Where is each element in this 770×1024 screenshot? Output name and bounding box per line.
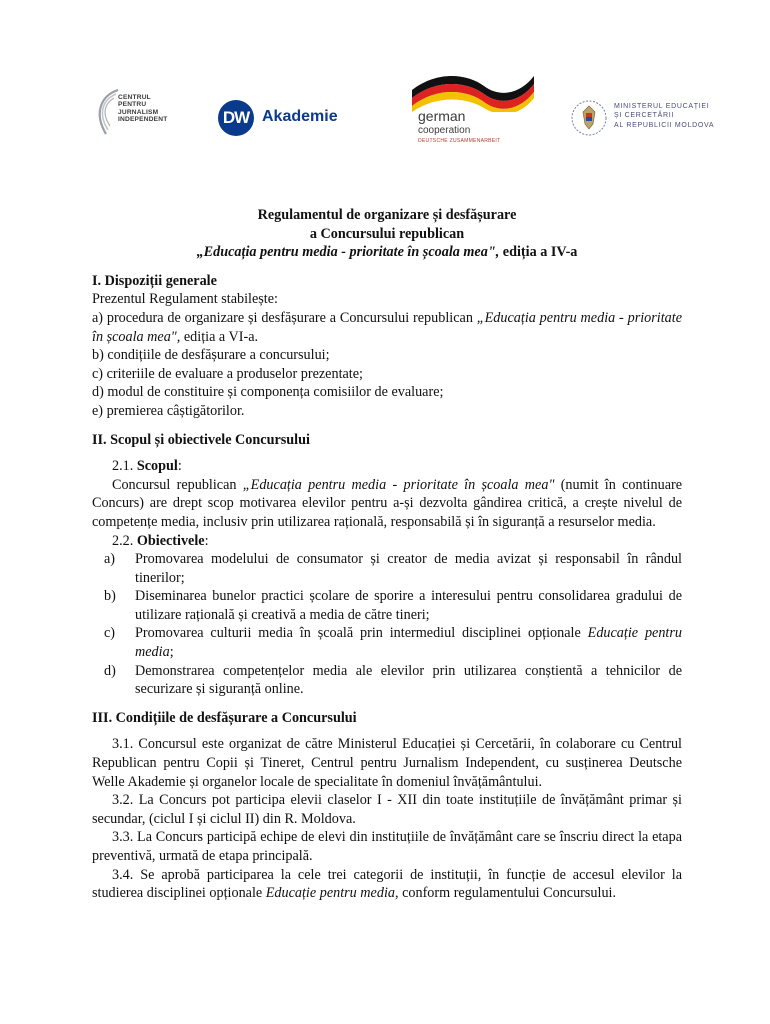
subsection-2-2-heading: 2.2. Obiectivele: [112,532,209,549]
paragraph-3-3: 3.3. La Concurs participă echipe de elevi din instituțiile de învățământ care se înscriu direct la etapa preventivă, urmată de etapa principală. [92,829,682,864]
section-1-item-a: a) procedura de organizare și desfășurare a Concursului republican „Educația pentru media - prioritate în școala mea", ediția a VI-a. [92,309,682,345]
objective-a: a) Promovarea modelului de consumator și creator de media avizat și responsabil în rândul tinerilor; [104,551,682,586]
objective-b: b) Diseminarea bunelor practici școlare de sporire a interesului pentru consolidarea gradului de utilizare rațională și creativă a media de către tineri; [104,588,682,623]
section-1-intro: Prezentul Regulament stabilește: [92,291,278,308]
ministry-logo [570,98,730,142]
gc-text-deutsche: DEUTSCHE ZUSAMMENARBEIT [418,138,501,144]
scope-paragraph: Concursul republican „Educația pentru media - prioritate în școala mea" (numit în continuare Concurs) are drept scop motivarea elevilor pentru a-și dezvolta gândirea critică, a crește nivelul de competențe media, inclusiv prin utilizarea rațională, responsabilă și în siguranță a resurselor media. [92,476,683,530]
paragraph-3-1: 3.1. Concursul este organizat de către Ministerul Educației și Cercetării, în colaborare cu Centrul Republican pentru Copii și Tineret, Centrul pentru Jurnalism Independent, cu susținerea Deutsche Welle Akademie și organelor locale de specialitate în domeniul învățământului. [92,736,682,790]
moldova-coat-of-arms-icon [570,98,608,138]
cji-logo [92,86,182,146]
german-cooperation-logo [408,72,538,156]
document-title: Regulamentul de organizare și desfășurare a Concursului republican „Educația pentru media - prioritate în școala mea", ediția a IV-a [196,207,578,261]
objective-d: d) Demonstrarea competențelor media ale elevilor prin utilizarea conștientă a tehnicilor de securizare și siguranță online. [104,662,682,698]
section-1-item-e: e) premierea câștigătorilor. [92,402,245,419]
section-1-item-b: b) condițiile de desfășurare a concursului; [92,347,330,364]
section-2-heading: II. Scopul și obiectivele Concursului [92,431,310,448]
dw-mark: DW [218,100,254,136]
logo-bar [0,60,770,160]
section-1-heading: I. Dispoziții generale [92,272,217,289]
gc-text-german: german [418,108,466,124]
dw-akademie-text: Akademie [262,108,338,125]
objectives-list [92,550,682,699]
section-1-item-d: d) modul de constituire și componența comisiilor de evaluare; [92,384,444,401]
cji-logo-text: CENTRUL PENTRU JURNALISM INDEPENDENT [118,94,168,124]
german-flag-wave-icon [408,72,538,112]
section-3-heading: III. Condițiile de desfășurare a Concursului [92,709,357,726]
gc-text-cooperation: cooperation [418,125,471,136]
paragraph-3-2: 3.2. La Concurs pot participa elevii claselor I - XII din toate instituțiile de învățământ primar și secundar, (ciclul I și ciclul II) din R. Moldova. [92,792,682,827]
ministry-logo-text: MINISTERUL EDUCAȚIEI ȘI CERCETĂRII AL REPUBLICII MOLDOVA [614,103,715,129]
subsection-2-1-heading: 2.1. Scopul: [112,458,182,475]
paragraph-3-4: 3.4. Se aprobă participarea la cele trei categorii de instituții, în funcție de accesul elevilor la studierea disciplinei opționale Educație pentru media, conform regulamentului Concursului. [92,866,682,902]
objective-c: c) Promovarea culturii media în școală prin intermediul disciplinei opționale Educație pentru media; [104,625,682,661]
dw-akademie-logo [218,100,363,140]
document-body [92,206,682,903]
section-1-item-c: c) criteriile de evaluare a produselor prezentate; [92,365,363,382]
